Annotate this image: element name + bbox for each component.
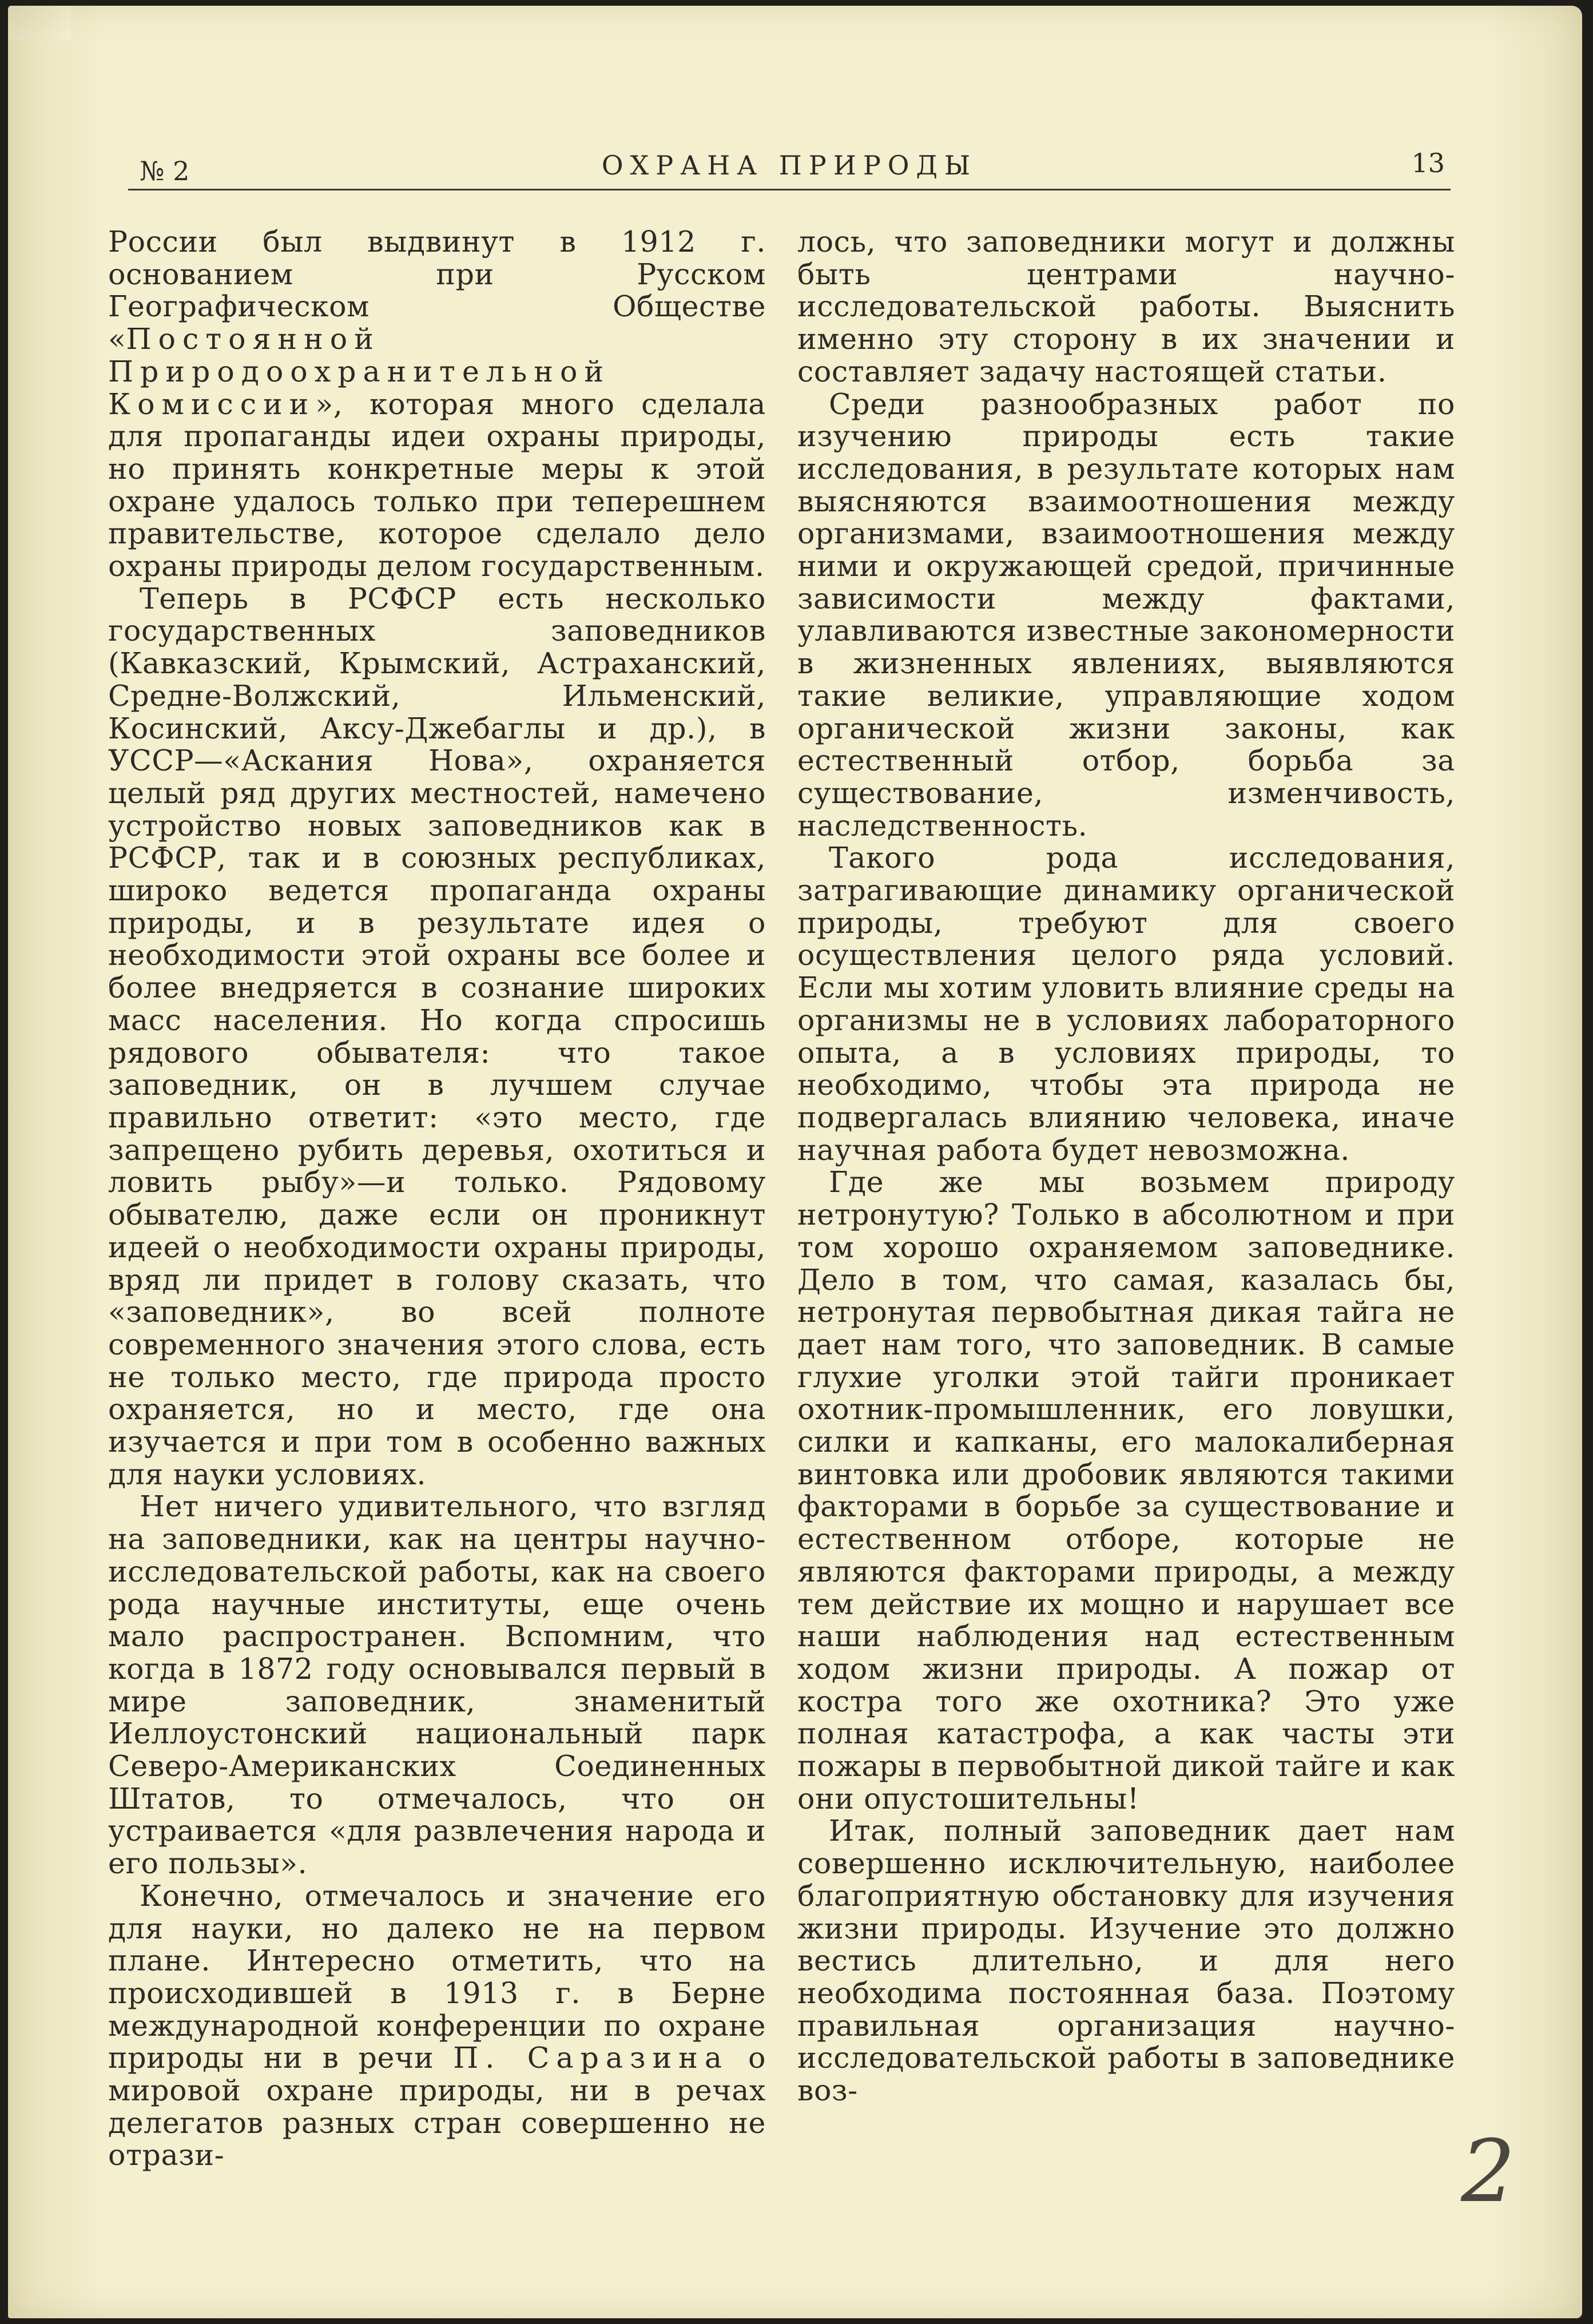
handwritten-page-mark: 2 [1461, 2122, 1516, 2222]
paragraph: России был выдвинут в 1912 г. основанием при Русском Географическом Обществе «Постоянной Природоохранительной Комиссии», которая много сделала для пропаганды идеи охраны природы, но принять конкретные меры к этой охране удалось только при теперешнем правительстве, которое сделало дело охраны природы делом государственным. [108, 225, 766, 583]
spaced-name: Постоянной Природоохранительной Комиссии [108, 322, 611, 421]
issue-number: № 2 [140, 156, 190, 186]
journal-title: ОХРАНА ПРИРОДЫ [601, 150, 978, 181]
paragraph: Среди разнообразных работ по изучению природы есть такие исследования, в результате которых нам выясняются взаимоотношения между организмами, взаимоотношения между ними и окружающей средой, причинные зависимости между фактами, улавливаются известные закономерности в жизненных явлениях, выявляются такие великие, управляющие ходом органической жизни законы, как естественный отбор, борьба за существование, изменчивость, наследственность. [797, 387, 1455, 843]
page-corner [8, 6, 71, 40]
running-header [128, 143, 1451, 190]
spaced-name: П. Саразина [453, 2041, 729, 2075]
paragraph: Итак, полный заповедник дает нам совершенно исключительную, наиболее благоприятную обстановку для изучения жизни природы. Изучение это должно вестись длительно, и для него необходима постоянная база. Поэтому правильная организация научно-исследовательской работы в заповеднике воз- [797, 1814, 1455, 2108]
document-page [8, 6, 1582, 2318]
left-column [108, 226, 766, 2172]
paragraph: Конечно, отмечалось и значение его для науки, но далеко не на первом плане. Интересно отметить, что на происходившей в 1913 г. в Берне международной конференции по охране природы ни в речи П. Саразина о мировой охране природы, ни в речах делегатов разных стран совершенно не отрази- [108, 1878, 766, 2172]
paragraph: лось, что заповедники могут и должны быть центрами научно-исследовательской работы. Выяснить именно эту сторону в их значении и составляет задачу настоящей статьи. [797, 225, 1455, 388]
paragraph: Где же мы возьмем природу нетронутую? Только в абсолютном и при том хорошо охраняемом заповеднике. Дело в том, что самая, казалась бы, нетронутая первобытная дикая тайга не дает нам того, что заповедник. В самые глухие уголки этой тайги проникает охотник-промышленник, его ловушки, силки и капканы, его малокалиберная винтовка или дробовик являются такими факторами в борьбе за существование и естественном отборе, которые не являются факторами природы, а между тем действие их мощно и нарушает все наши наблюдения над естественным ходом жизни природы. А пожар от костра того же охотника? Это уже полная катастрофа, а как часты эти пожары в первобытной дикой тайге и как они опустошительны! [797, 1165, 1455, 1815]
right-column [797, 226, 1455, 2107]
paragraph: Теперь в РСФСР есть несколько государственных заповедников (Кавказский, Крымский, Астраханский, Средне-Волжский, Ильменский, Косинский, Аксу-Джебаглы и др.), в УССР—«Аскания Нова», охраняется целый ряд других местностей, намечено устройство новых заповедников как в РСФСР, так и в союзных республиках, широко ведется пропаганда охраны природы, и в результате идея о необходимости этой охраны все более и более внедряется в сознание широких масс населения. Но когда спросишь рядового обывателя: что такое заповедник, он в лучшем случае правильно ответит: «это место, где запрещено рубить деревья, охотиться и ловить рыбу»—и только. Рядовому обывателю, даже если он проникнут идеей о необходимости охраны природы, вряд ли придет в голову сказать, что «заповедник», во всей полноте современного значения этого слова, есть не только место, где природа просто охраняется, но и место, где она изучается и при том в особенно важных для науки условиях. [108, 581, 766, 1491]
paragraph: Нет ничего удивительного, что взгляд на заповедники, как на центры научно-исследовательской работы, как на своего рода научные институты, еще очень мало распространен. Вспомним, что когда в 1872 году основывался первый в мире заповедник, знаменитый Иеллоустонский национальный парк Северо-Американских Соединенных Штатов, то отмечалось, что он устраивается «для развлечения народа и его пользы». [108, 1489, 766, 1881]
page-number: 13 [1411, 148, 1445, 178]
paragraph: Такого рода исследования, затрагивающие динамику органической природы, требуют для своего осуществления целого ряда условий. Если мы хотим уловить влияние среды на организмы не в условиях лабораторного опыта, а в условиях природы, то необходимо, чтобы эта природа не подвергалась влиянию человека, иначе научная работа будет невозможна. [797, 841, 1455, 1167]
